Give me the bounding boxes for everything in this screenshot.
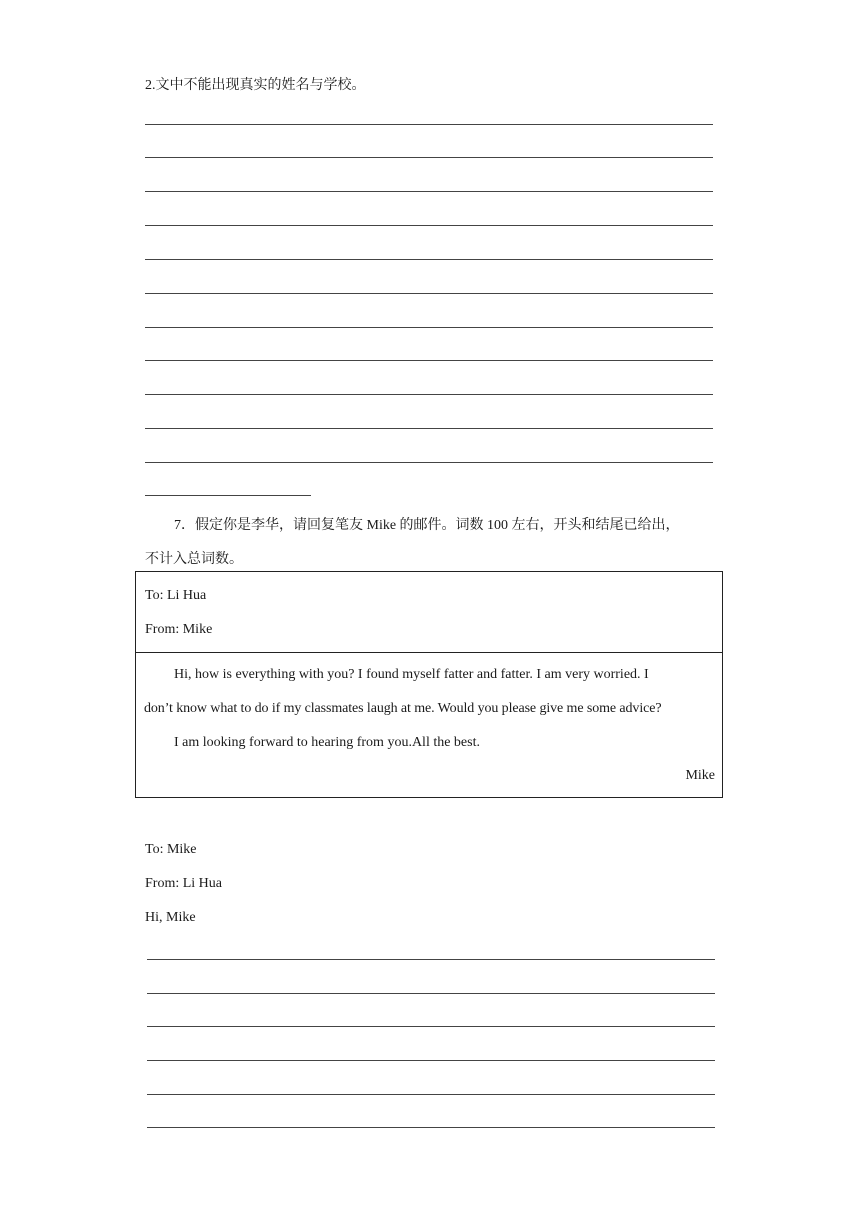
answer-line[interactable] xyxy=(145,462,713,463)
reply-greeting: Hi, Mike xyxy=(145,910,196,925)
answer-line[interactable] xyxy=(145,225,713,226)
reply-answer-line[interactable] xyxy=(147,993,715,994)
answer-line[interactable] xyxy=(145,428,713,429)
reply-to-line: To: Mike xyxy=(145,842,197,857)
reply-answer-line[interactable] xyxy=(147,959,715,960)
email-body-line-3: I am looking forward to hearing from you.All the best. xyxy=(174,735,480,750)
email-signature: Mike xyxy=(685,768,715,783)
reply-answer-line[interactable] xyxy=(147,1094,715,1095)
answer-line[interactable] xyxy=(145,191,713,192)
question-7-line-2: 不计入总词数。 xyxy=(145,552,243,567)
answer-line[interactable] xyxy=(145,327,713,328)
email-header-divider xyxy=(136,652,722,653)
answer-line[interactable] xyxy=(145,394,713,395)
reply-answer-line[interactable] xyxy=(147,1127,715,1128)
answer-line-short[interactable] xyxy=(145,495,311,496)
email-body-line-2: don’t know what to do if my classmates laugh at me. Would you please give me some advice? xyxy=(144,701,662,716)
reply-answer-line[interactable] xyxy=(147,1026,715,1027)
reply-answer-line[interactable] xyxy=(147,1060,715,1061)
incoming-email-box xyxy=(135,571,723,798)
answer-line[interactable] xyxy=(145,124,713,125)
email-body-line-1: Hi, how is everything with you? I found myself fatter and fatter. I am very worried. I xyxy=(174,667,649,682)
answer-line[interactable] xyxy=(145,157,713,158)
email-from-line: From: Mike xyxy=(145,622,213,637)
question-7-line-1: 7．假定你是李华，请回复笔友 Mike 的邮件。词数 100 左右，开头和结尾已给出， xyxy=(174,518,680,533)
email-to-line: To: Li Hua xyxy=(145,588,207,603)
answer-line[interactable] xyxy=(145,259,713,260)
answer-line[interactable] xyxy=(145,360,713,361)
writing-requirement-2: 2.文中不能出现真实的姓名与学校。 xyxy=(145,78,366,93)
reply-from-line: From: Li Hua xyxy=(145,876,222,891)
answer-line[interactable] xyxy=(145,293,713,294)
